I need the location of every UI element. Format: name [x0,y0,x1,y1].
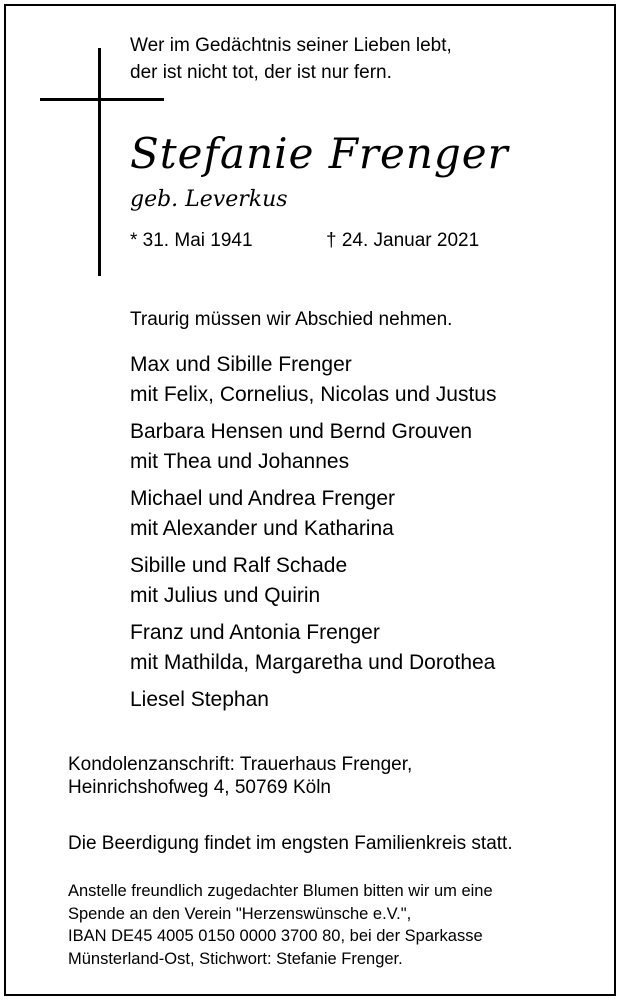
family-children: mit Felix, Cornelius, Nicolas und Justus [130,383,497,406]
family-group [130,484,496,544]
family-group [130,350,496,410]
address-line-1: Kondolenzanschrift: Trauerhaus Frenger, [68,754,413,775]
family-group [130,417,496,477]
family-names: Barbara Hensen und Bernd Grouven [130,420,473,443]
family-children: mit Mathilda, Margaretha und Dorothea [130,651,496,674]
family-names: Liesel Stephan [130,688,269,711]
farewell-intro: Traurig müssen wir Abschied nehmen. [130,309,453,330]
donation-line-1: Anstelle freundlich zugedachter Blumen bitten wir um eine [68,882,493,900]
donation-line-3: IBAN DE45 4005 0150 0000 3700 80, bei der Sparkasse [68,927,483,945]
family-names: Franz und Antonia Frenger [130,621,380,644]
family-list [130,350,496,722]
family-group [130,685,496,715]
donation-line-2: Spende an den Verein "Herzenswünsche e.V.", [68,904,412,923]
family-group [130,551,496,611]
family-group [130,618,496,678]
donation-notice [68,880,493,970]
condolence-address [68,753,412,799]
family-names: Sibille und Ralf Schade [130,554,348,577]
birth-date: * 31. Mai 1941 [130,230,253,251]
family-children: mit Thea und Johannes [130,450,350,473]
quote-line-2: der ist nicht tot, der ist nur fern. [130,62,392,83]
donation-line-4: Münsterland-Ost, Stichwort: Stefanie Frenger. [68,949,403,968]
family-names: Max und Sibille Frenger [130,353,352,376]
address-line-2: Heinrichshofweg 4, 50769 Köln [68,777,332,798]
family-children: mit Alexander und Katharina [130,517,394,540]
deceased-name: Stefanie Frenger [130,129,509,178]
quote-line-1: Wer im Gedächtnis seiner Lieben lebt, [130,35,452,56]
death-date: † 24. Januar 2021 [326,230,480,251]
cross-icon-horizontal [40,98,164,101]
family-children: mit Julius und Quirin [130,584,321,607]
cross-icon-vertical [98,48,101,276]
burial-notice: Die Beerdigung findet im engsten Familienkreis statt. [68,833,513,854]
memorial-quote [130,32,452,86]
family-names: Michael und Andrea Frenger [130,487,395,510]
maiden-name: geb. Leverkus [130,187,288,212]
